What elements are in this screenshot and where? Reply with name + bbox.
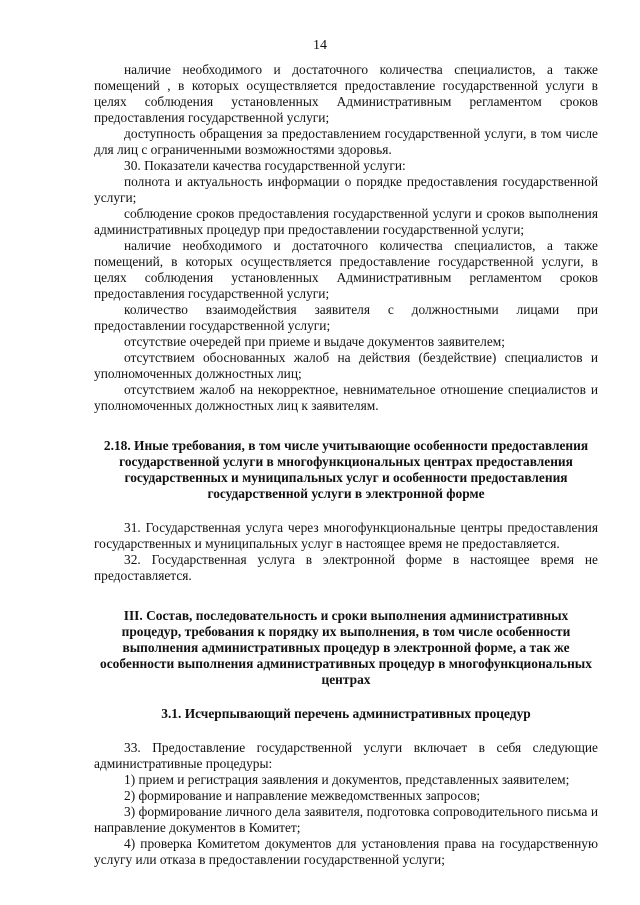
paragraph: количество взаимодействия заявителя с должностными лицами при предоставлении государственной услуги;: [94, 302, 598, 333]
paragraph: наличие необходимого и достаточного количества специалистов, а также помещений, в которых осуществляется предоставление государственной услуги, в целях соблюдения установленных Административным регламентом сроков предоставления государственной услуги;: [94, 238, 598, 301]
page-number: 14: [313, 38, 327, 53]
paragraph: 30. Показатели качества государственной услуги:: [124, 158, 406, 173]
list-item: 3) формирование личного дела заявителя, подготовка сопроводительного письма и направление документов в Комитет;: [94, 804, 598, 835]
section-heading-2-18: 2.18. Иные требования, в том числе учитывающие особенности предоставления государственной услуги в многофункциональных центрах предоставления государственных и муниципальных услуг и особенности предоставления государственной услуги в электронной форме: [103, 438, 589, 501]
paragraph: полнота и актуальность информации о порядке предоставления государственной услуги;: [94, 174, 598, 205]
paragraph: отсутствием обоснованных жалоб на действия (бездействие) специалистов и уполномоченных должностных лиц;: [94, 350, 598, 381]
list-item: 2) формирование и направление межведомственных запросов;: [124, 788, 481, 803]
paragraph: 33. Предоставление государственной услуги включает в себя следующие административные процедуры:: [94, 740, 598, 771]
section-heading-3-1: 3.1. Исчерпывающий перечень административных процедур: [161, 706, 531, 721]
paragraph: 32. Государственная услуга в электронной форме в настоящее время не предоставляется.: [94, 552, 598, 583]
paragraph: 31. Государственная услуга через многофункциональные центры предоставления государственных и муниципальных услуг в настоящее время не предоставляется.: [94, 520, 598, 551]
paragraph: отсутствие очередей при приеме и выдаче документов заявителем;: [124, 334, 505, 349]
document-body: [94, 62, 598, 868]
list-item: 1) прием и регистрация заявления и документов, представленных заявителем;: [124, 772, 570, 787]
paragraph: соблюдение сроков предоставления государственной услуги и сроков выполнения административных процедур при предоставлении государственной услуги;: [94, 206, 598, 237]
paragraph: отсутствием жалоб на некорректное, невнимательное отношение специалистов и уполномоченных должностных лиц к заявителям.: [94, 382, 598, 413]
chapter-heading-III: III. Состав, последовательность и сроки выполнения административных процедур, требования к порядку их выполнения, в том числе особенности выполнения административных процедур в электронной форме, а так же особенности выполнения административных процедур в многофункциональных центрах: [100, 608, 592, 687]
paragraph: доступность обращения за предоставлением государственной услуги, в том числе для лиц с ограниченными возможностями здоровья.: [94, 126, 598, 157]
paragraph: наличие необходимого и достаточного количества специалистов, а также помещений , в которых осуществляется предоставление государственной услуги в целях соблюдения установленных Административным регламентом сроков предоставления государственной услуги;: [94, 62, 598, 125]
list-item: 4) проверка Комитетом документов для установления права на государственную услугу или отказа в предоставлении государственной услуги;: [94, 836, 598, 867]
